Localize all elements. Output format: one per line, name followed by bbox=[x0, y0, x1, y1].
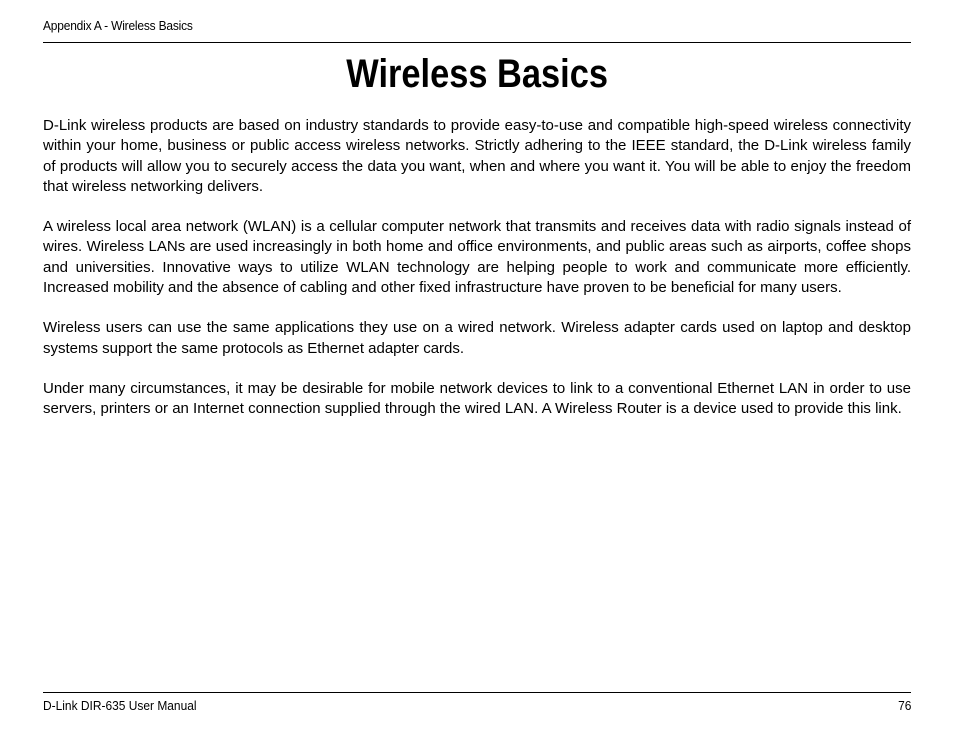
footer-divider bbox=[43, 692, 911, 693]
paragraph-wlan: A wireless local area network (WLAN) is a cellular computer network that transmits and receives data with radio signals instead of wires. Wireless LANs are used increasingly in both home and office environments, and public areas such as airports, coffee shops and universities. Innovative ways to utilize WLAN technology are helping people to work and communicate more efficiently. Increased mobility and the absence of cabling and other fixed infrastructure have proven to be beneficial for many users. bbox=[43, 218, 911, 297]
footer-page-number: 76 bbox=[897, 698, 911, 713]
page-title bbox=[0, 52, 954, 97]
paragraph-applications: Wireless users can use the same applications they use on a wired network. Wireless adapter cards used on laptop and desktop systems support the same protocols as Ethernet adapter cards. bbox=[43, 319, 911, 357]
body-content bbox=[43, 116, 911, 440]
page-header: Appendix A - Wireless Basics bbox=[43, 18, 193, 33]
page-title-text: Wireless Basics bbox=[346, 52, 608, 96]
paragraph-intro: D-Link wireless products are based on industry standards to provide easy-to-use and compatible high-speed wireless connectivity within your home, business or public access wireless networks. Strictly adhering to the IEEE standard, the D-Link wireless family of products will allow you to securely access the data you want, when and where you want it. You will be able to enjoy the freedom that wireless networking delivers. bbox=[43, 117, 911, 195]
paragraph-router: Under many circumstances, it may be desirable for mobile network devices to link to a conventional Ethernet LAN in order to use servers, printers or an Internet connection supplied through the wired LAN. A Wireless Router is a device used to provide this link. bbox=[43, 379, 911, 418]
footer-manual-name: D-Link DIR-635 User Manual bbox=[43, 698, 197, 713]
header-divider bbox=[43, 42, 911, 43]
